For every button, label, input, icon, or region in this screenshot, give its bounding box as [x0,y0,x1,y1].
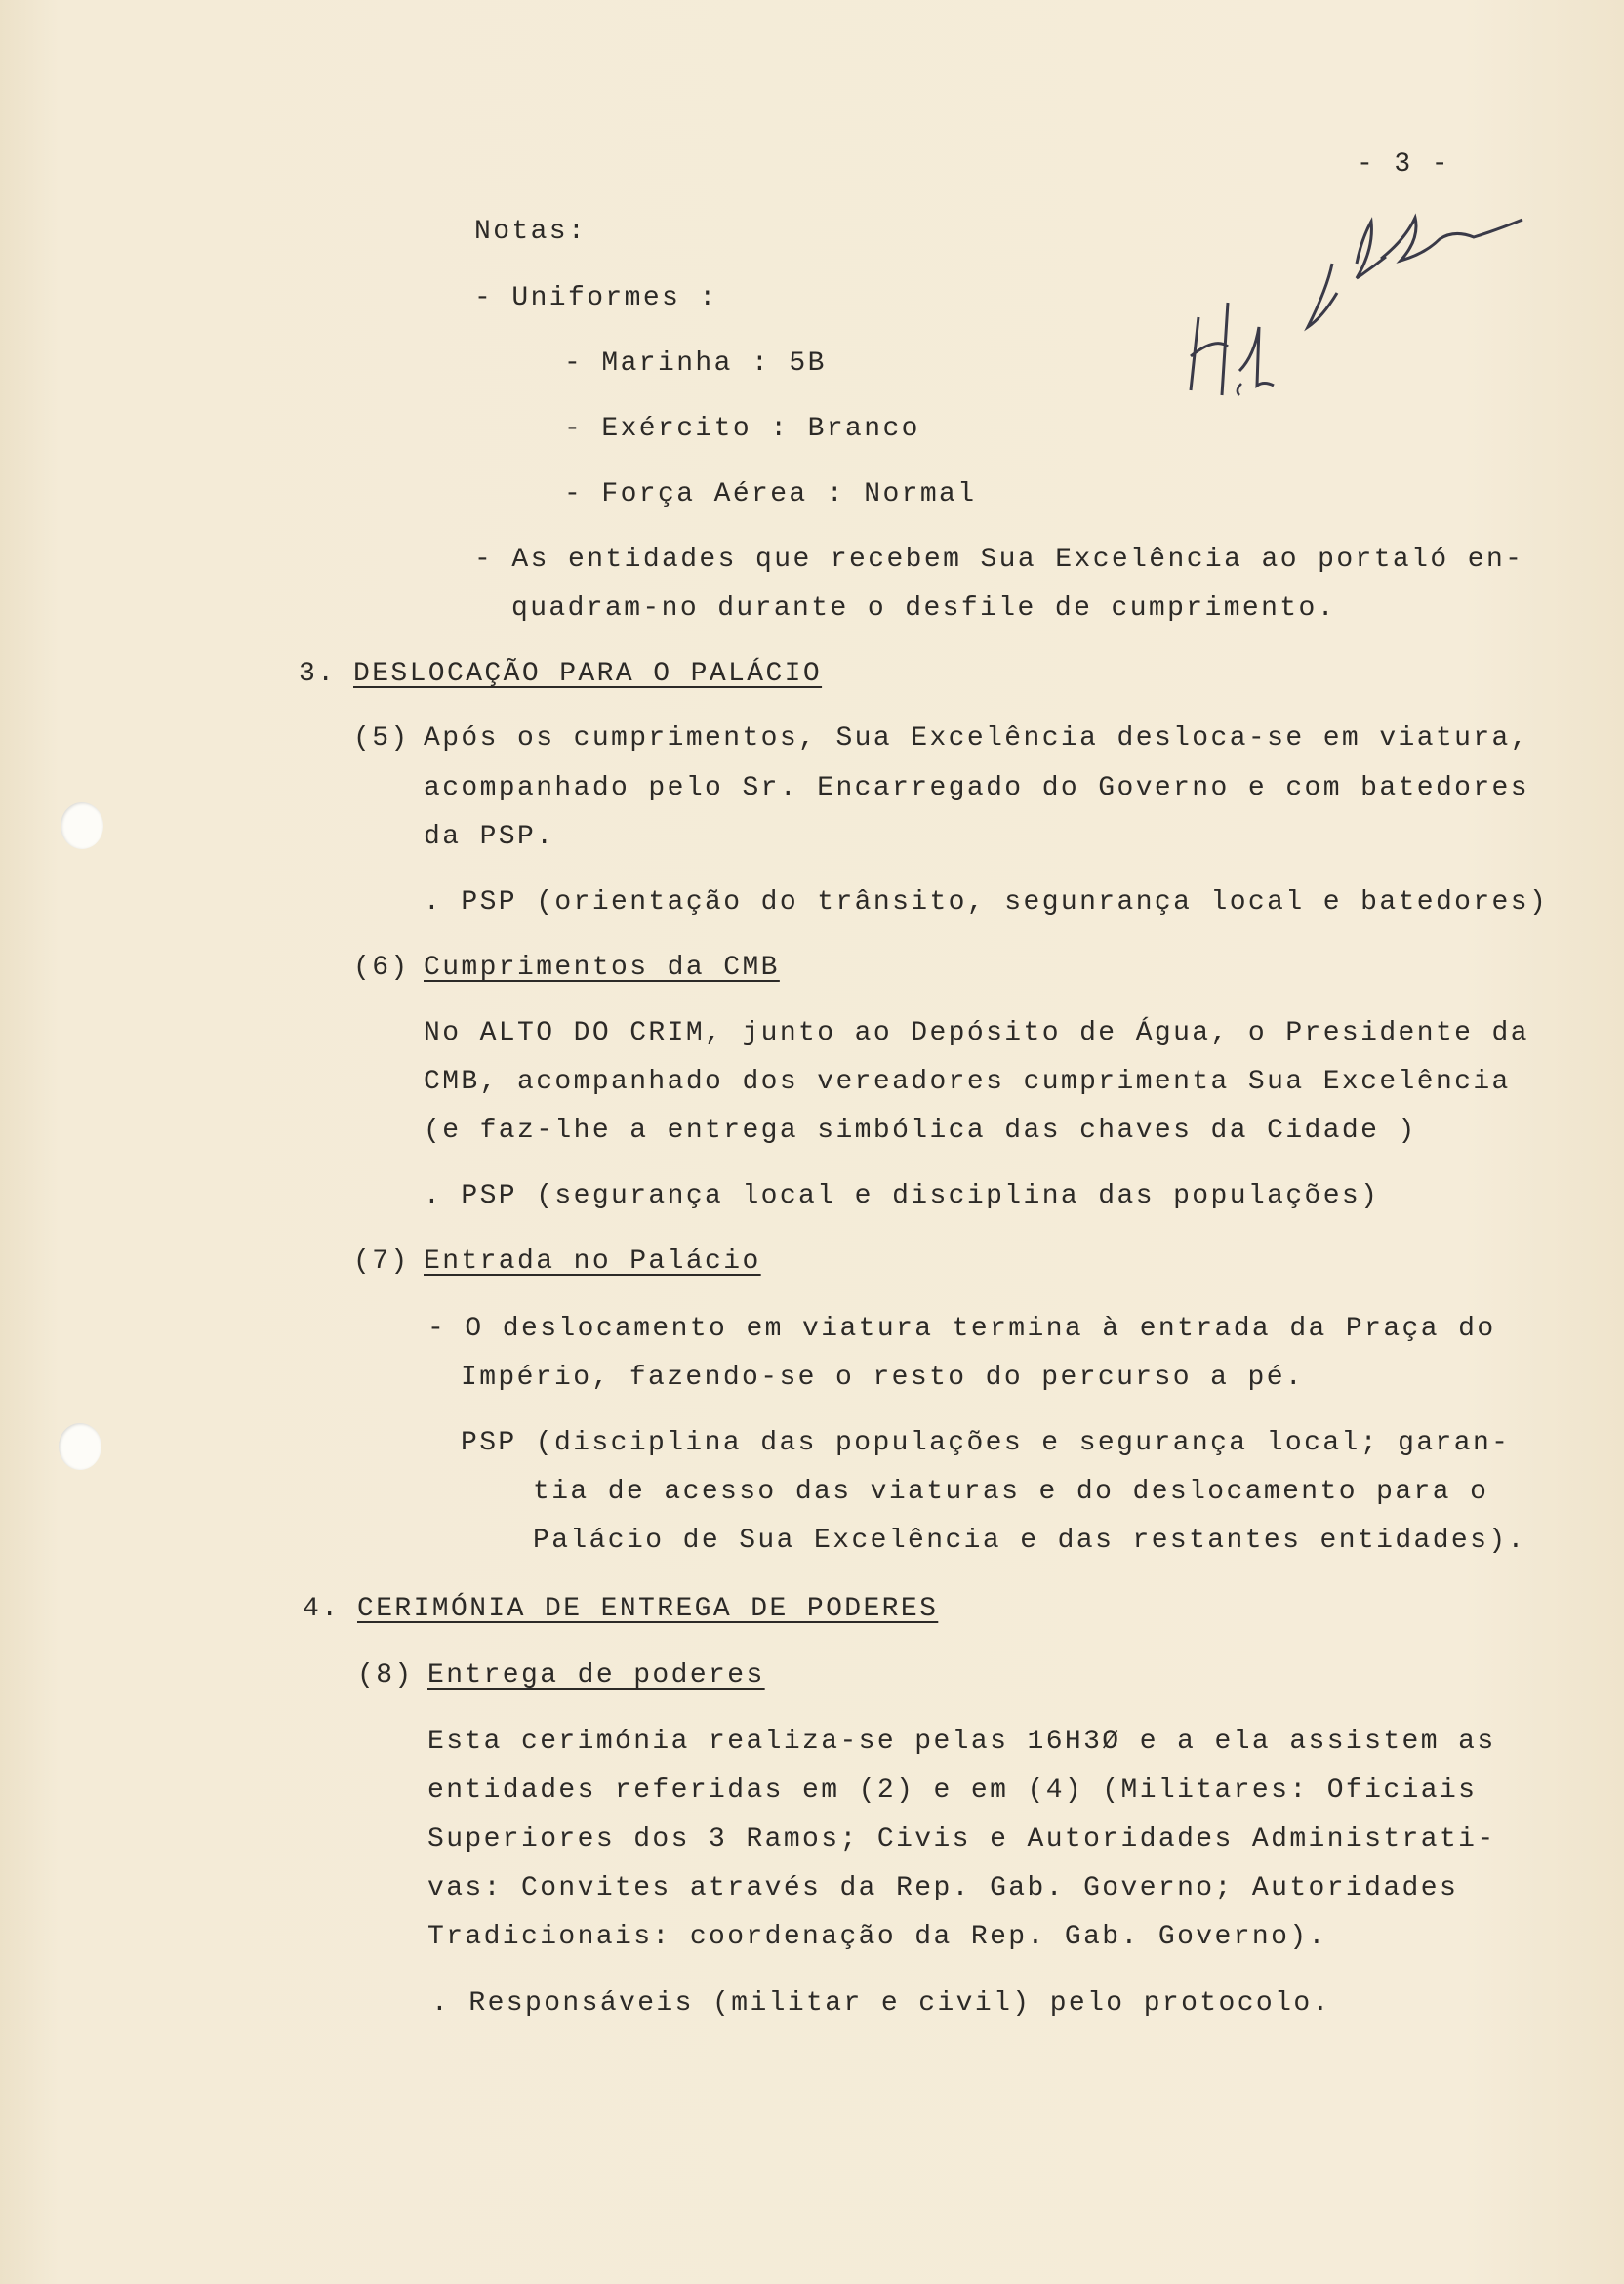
item7-psp-line1: PSP (disciplina das populações e segurança local; garan- [461,1428,1511,1458]
section3-number: 3. [299,659,337,689]
item5-line1: Após os cumprimentos, Sua Excelência desloca-se em viatura, [424,723,1529,754]
notes-marinha: - Marinha : 5B [564,348,827,379]
section4-number: 4. [303,1594,341,1624]
handwritten-signature [1181,210,1542,405]
item6-psp: . PSP (segurança local e disciplina das populações) [424,1181,1380,1211]
item7-line2: Império, fazendo-se o resto do percurso a pé. [461,1363,1305,1393]
item7-title: Entrada no Palácio [424,1246,761,1277]
notes-forca-aerea: - Força Aérea : Normal [564,479,977,510]
item8-number: (8) [357,1660,414,1691]
item5-psp: . PSP (orientação do trânsito, segunrança local e batedores) [424,887,1549,918]
item8-responsaveis: . Responsáveis (militar e civil) pelo protocolo. [431,1988,1331,2019]
item8-line3: Superiores dos 3 Ramos; Civis e Autoridades Administrati- [427,1824,1496,1855]
item5-line2: acompanhado pelo Sr. Encarregado do Governo e com batedores [424,773,1529,803]
item8-line4: vas: Convites através da Rep. Gab. Governo; Autoridades [427,1873,1459,1903]
section4-title: CERIMÓNIA DE ENTREGA DE PODERES [357,1594,939,1624]
item6-line1: No ALTO DO CRIM, junto ao Depósito de Água, o Presidente da [424,1018,1529,1048]
notes-uniformes: - Uniformes : [474,283,718,313]
item5-number: (5) [353,723,410,754]
punch-hole [61,802,103,849]
page-number: - 3 - [1357,149,1451,180]
item5-line3: da PSP. [424,822,555,852]
item6-line3: (e faz-lhe a entrega simbólica das chaves da Cidade ) [424,1116,1417,1146]
item8-line2: entidades referidas em (2) e em (4) (Militares: Oficiais [427,1775,1478,1806]
item8-title: Entrega de poderes [427,1660,765,1691]
item6-title: Cumprimentos da CMB [424,953,780,983]
notes-exercito: - Exército : Branco [564,414,920,444]
item6-line2: CMB, acompanhado dos vereadores cumprimenta Sua Excelência [424,1067,1511,1097]
item6-number: (6) [353,953,410,983]
item8-line1: Esta cerimónia realiza-se pelas 16H3Ø e a ela assistem as [427,1727,1496,1757]
item7-number: (7) [353,1246,410,1277]
punch-hole [59,1423,102,1470]
notes-entidades-line1: - As entidades que recebem Sua Excelência ao portaló en- [474,545,1524,575]
item8-line5: Tradicionais: coordenação da Rep. Gab. Governo). [427,1922,1327,1952]
item7-line1: - O deslocamento em viatura termina à entrada da Praça do [427,1314,1496,1344]
notes-entidades-line2: quadram-no durante o desfile de cumprimento. [511,593,1336,624]
item7-psp-line2: tia de acesso das viaturas e do deslocamento para o [533,1477,1489,1507]
notes-title: Notas: [474,217,588,247]
section3-title: DESLOCAÇÃO PARA O PALÁCIO [353,659,823,689]
item7-psp-line3: Palácio de Sua Excelência e das restantes entidades). [533,1526,1526,1556]
